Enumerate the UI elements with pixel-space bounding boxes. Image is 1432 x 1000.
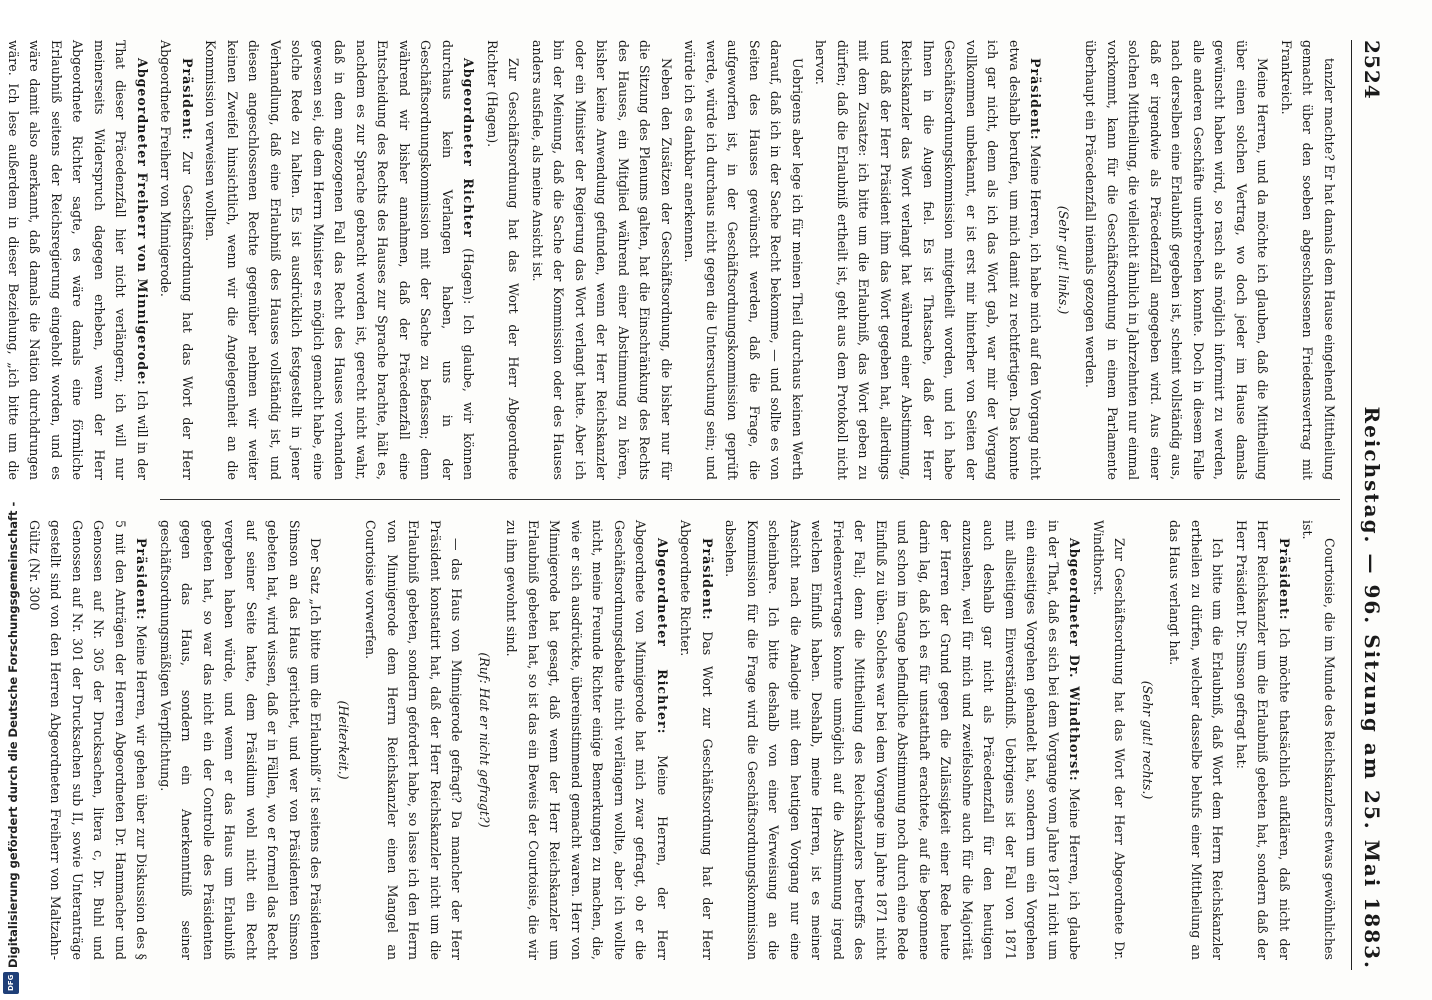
paragraph: [675, 520, 718, 960]
paragraph: [501, 520, 673, 960]
paragraph: [810, 40, 1047, 480]
left-column: [6, 40, 1340, 480]
paragraph-text: Zur Geschäftsordnung hat das Wort der Herr Abgeordnete Dr. Windthorst.: [1091, 520, 1128, 960]
paragraph: [155, 40, 198, 480]
paragraph: [482, 40, 525, 480]
paragraph-text: (Ruf: Hat er nicht gefragt?): [477, 652, 492, 828]
stage-direction: [333, 520, 355, 960]
paragraph: [679, 40, 808, 480]
column-divider: [160, 499, 1340, 500]
speaker-name: Präsident:: [700, 538, 715, 621]
paragraph-text: Meine Herren, und da möchte ich glauben, daß die Mittheilung über einen solchen Vertrag, wo doch jeder im Hause damals gewünscht haben wird, so rasch als möglich informirt zu werden, alle anderen Geschäfte unterbrechen konnte. Doch in diesem Falle nach derselben eine Erlaubniß gegeben ist, scheint vollständig aus, daß er irgendwie als Präcedenzfall angegeben wird. Aus einer solchen Mittheilung, die vielleicht ähnlich in Jahrzehnten nur einmal vorkommt, kann für die Geschäftsordnung in einem Parlamente überhaupt ein Präcedenzfall niemals gezogen werden.: [1083, 40, 1271, 480]
paragraph-text: Zur Geschäftsordnung hat das Wort der Herr Abgeordnete Freiherr von Minnigerode.: [158, 40, 195, 480]
paragraph-text: (Hagen): Ich glaube, wir können durchaus kein Verlangen haben, uns in der Geschäftsordnungskommission mit der Sache zu befassen; denn während wir bisher annahmen, daß der Präcedenzfall eine Entscheidung des Rechts des Hauses zur Sprache brachte, hält es, nachdem es zur Sprache gebracht worden ist, gerecht nicht wahr, daß in dem angezogenen Fall das Recht des Hauses vorhanden gewesen sei, die dem Herrn Minister es möglich gemacht habe, eine solche Rede zu halten. Es ist ausdrücklich festgestellt in jener Verhandlung, daß eine Erlaubniß des Hauses vollständig ist, und diesen angeschlossenen Rechte gegenüber nehmen wir weiter keinen Zweifel hinsichtlich, wenn wir die Angelegenheit an die Kommission verweisen wollten.: [203, 40, 477, 480]
stage-direction: [1137, 520, 1159, 960]
paragraph: [720, 520, 1086, 960]
paragraph: [360, 520, 468, 960]
paragraph-text: Zur Geschäftsordnung hat das Wort der Herr Abgeordnete Richter (Hagen).: [485, 40, 522, 480]
speaker-name: Präsident:: [180, 58, 195, 141]
speaker-name: Abgeordneter Freiherr von Minnigerode:: [135, 58, 150, 386]
paragraph: [1164, 520, 1229, 960]
stage-direction: [474, 520, 496, 960]
speaker-name: Präsident:: [1028, 58, 1044, 141]
paragraph-text: Ich möchte thatsächlich aufklären, daß nicht der Herr Reichskanzler um die Erlaubniß gebeten hat, sondern daß der Herr Präsident Dr. Simson gefragt hat:: [1234, 520, 1292, 960]
paragraph: [1231, 520, 1296, 960]
page-number: 2524: [1360, 40, 1384, 100]
paragraph: [1276, 40, 1341, 480]
paragraph: [1080, 40, 1274, 480]
paragraph: [200, 40, 480, 480]
paragraph-text: (Sehr gut! links.): [1056, 205, 1071, 315]
paragraph: [1297, 520, 1340, 960]
paragraph-text: (Sehr gut! rechts.): [1140, 680, 1155, 800]
right-column: [27, 520, 1340, 960]
paragraph-text: — das Haus von Minnigerode gefragt? Da mancher der Herr Präsident konstatirt hat, daß der Herr Reichskanzler nicht um die Erlaubniß gebeten, sondern gefordert habe, so lasse ich den Herrn von Minnigerode dem Herrn Reichskanzler einen Mangel an Courtoisie vorwerfen.: [363, 520, 465, 960]
paragraph: [24, 520, 153, 960]
page-header: [1351, 40, 1392, 970]
paragraph: [527, 40, 678, 480]
paragraph: [0, 40, 153, 480]
paragraph-text: Courtoisie, die im Munde des Reichskanzlers etwas gewöhnliches ist.: [1300, 520, 1337, 960]
speaker-name: Abgeordneter Richter: [461, 58, 477, 238]
speaker-name: Präsident:: [1277, 538, 1292, 621]
paragraph-text: Der Satz „Ich bitte um die Erlaubniß“ ist seitens des Präsidenten Simson an das Haus gerichtet, und wer von Präsidenten Simson gebeten hat, wird wissen, daß er in Fällen, wo er formell das Recht auf seiner Seite hatte, dem Präsidium wohl nicht ein Recht vergeben haben würde, und wenn er das Haus um Erlaubniß gebeten hat, so war das nicht ein der Controlle des Präsidenten gegen das Haus, sondern ein Anerkenntniß seiner geschäftsordnungsmäßigen Verpflichtung.: [158, 520, 324, 960]
paragraph-text: Ich bitte um die Erlaubniß, daß Wort dem Herrn Reichskanzler ertheilen zu dürfen, welcher dasselbe behufs einer Mittheilung an das Haus verlangt hat.: [1167, 520, 1226, 960]
paragraph-text: Das Wort zur Geschäftsordnung hat der Herr Abgeordnete Richter.: [678, 520, 715, 960]
speaker-name: Abgeordneter Richter:: [655, 538, 670, 735]
funding-note-text: Digitalisierung gefördert durch die Deutsche Forschungsgemeinschaft -: [6, 501, 20, 968]
running-title: Reichstag. — 96. Sitzung am 25. Mai 1883.: [1360, 406, 1384, 970]
paragraph-text: Meine Herren, der Herr Abgeordnete von Minnigerode hat mich zwar gefragt, ob er die Geschäftsordnungsdebatte nicht verlängern wollte, aber ich wollte nicht, meine Freunde Richter einige Bemerkungen zu machen, die, wie er sich ausdrückte, übereinstimmend gemacht waren. Herr von Minnigerode hat gesagt, daß wenn der Herr Reichskanzler um Erlaubniß gebeten hat, so ist das ein Beweis der Courtoisie, die wir zu ihm gewohnt sind.: [504, 520, 670, 960]
paragraph-text: Neben den Zusätzen der Geschäftsordnung, die bisher nur für die Sitzung des Plenums galten, hat die Einschränkung des Rechts des Hauses, ein Mitglied während einer Abstimmung zu hören, bisher keine Anwendung gefunden, wenn der Herr Reichskanzler oder ein Minister der Regierung das Wort verlangt hatte. Aber ich bin der Meinung, daß die Sache der Kommission oder des Hauses anders ausfiele, als meine Ansicht ist.: [530, 40, 674, 480]
paragraph-text: (Heiterkeit.): [336, 700, 351, 780]
paragraph-text: Uebrigens aber lege ich für meinen Theil durchaus keinen Werth darauf, daß ich in der Sache Recht bekomme, — und sollte es von Seiten des Hauses gewünscht werden, daß die Frage, die aufgeworfen ist, in der Geschäftsordnungskommission geprüft werde, würde ich durchaus nicht gegen die Untersuchung sein; und würde ich es dankbar anerkennen.: [682, 40, 805, 480]
paragraph: [1088, 520, 1131, 960]
paragraph-text: Meine Herren, ich habe mich auf den Vorgang nicht etwa deshalb berufen, um mich damit zu rechtfertigen. Das konnte ich gar nicht, denn als ich das Wort gab, war mir der Vorgang vollkommen unbekannt, er ist erst mir hinterher von Seiten der Geschäftsordnungskommission mitgetheilt worden, und ich habe Ihnen in die Augen fiel. Es ist Thatsache, daß der Herr Reichskanzler das Wort verlangt hat während einer Abstimmung, und daß der Herr Präsident ihm das Wort gegeben hat, allerdings mit dem Zusatze: ich bitte um die Erlaubniß, das Wort geben zu dürfen; daß die Erlaubniß ertheilt ist, geht aus dem Protokoll nicht hervor.: [813, 40, 1044, 480]
speaker-name: Präsident:: [134, 538, 150, 621]
paragraph-text: tanzler machte? Er hat damals dem Hause eingehend Mittheilung gemacht über den soeben abgeschlossenen Friedensvertrag mit Frankreich.: [1279, 40, 1337, 480]
paragraph-text: Meine Herren, wir gehen über zur Diskussion des § 5 mit den Anträgen der Herren Abgeordneten Dr. Hammacher und Genossen auf Nr. 305 der Drucksachen, litera c, Dr. Buhl und Genossen auf Nr. 301 der Drucksachen sub II, sowie Unteranträge gestellt sind von den Herren Abgeordneten Freiherr von Maltzahn-Gültz (Nr. 300: [27, 520, 150, 960]
speaker-name: Abgeordneter Dr. Windthorst:: [1067, 538, 1083, 782]
dfg-logo: DFG: [3, 972, 19, 994]
paragraph-text: Ich will in der That dieser Präcedenzfall hier nicht verlängern; ich will nur meinerseits Widerspruch dagegen erheben, wenn der Herr Abgeordnete Richter sagte, es wäre damals eine förmliche Erlaubniß seitens der Reichsregierung eingeholt worden, und es wäre damit also anerkannt, daß damals die Nation durchdrungen wäre. Ich lese außerdem in dieser Beziehung, „ich bitte um die: [6, 40, 150, 480]
paragraph: [155, 520, 327, 960]
stage-direction: [1053, 40, 1075, 480]
paragraph-text: Meine Herren, ich glaube in der That, daß es sich bei dem Vorgange vom Jahre 1871 nicht um ein einseitiges Vorgehen gehandelt hat, sondern um ein Vorgehen mit allseitigem Einverständniß. Uebrigens ist der Fall von 1871 auch deshalb gar nicht als Präcedenzfall für den heutigen anzusehen, weil für mich und zweifelsohne auch für die Majorität der Herren der Grund gegen die Zulässigkeit einer Rede heute darin lag, daß ich es für unstatthaft erachtete, auf die begonnene und schon im Gange befindliche Abstimmung noch durch eine Rede Einfluß zu üben. Solches war bei dem Vorgange im Jahre 1871 nicht der Fall; denn die Mittheilung des Reichskanzlers betreffs des Friedensvertrages konnte unmöglich auf die Abstimmung irgend welchen Einfluß haben. Deshalb, meine Herren, ist es meiner Ansicht nach die Analogie mit dem heutigen Vorgang nur eine scheinbare. Ich bitte deshalb von einer Verweisung an die Kommission für die Frage wird die Geschäftsordnungskommission absehen.: [723, 520, 1083, 960]
